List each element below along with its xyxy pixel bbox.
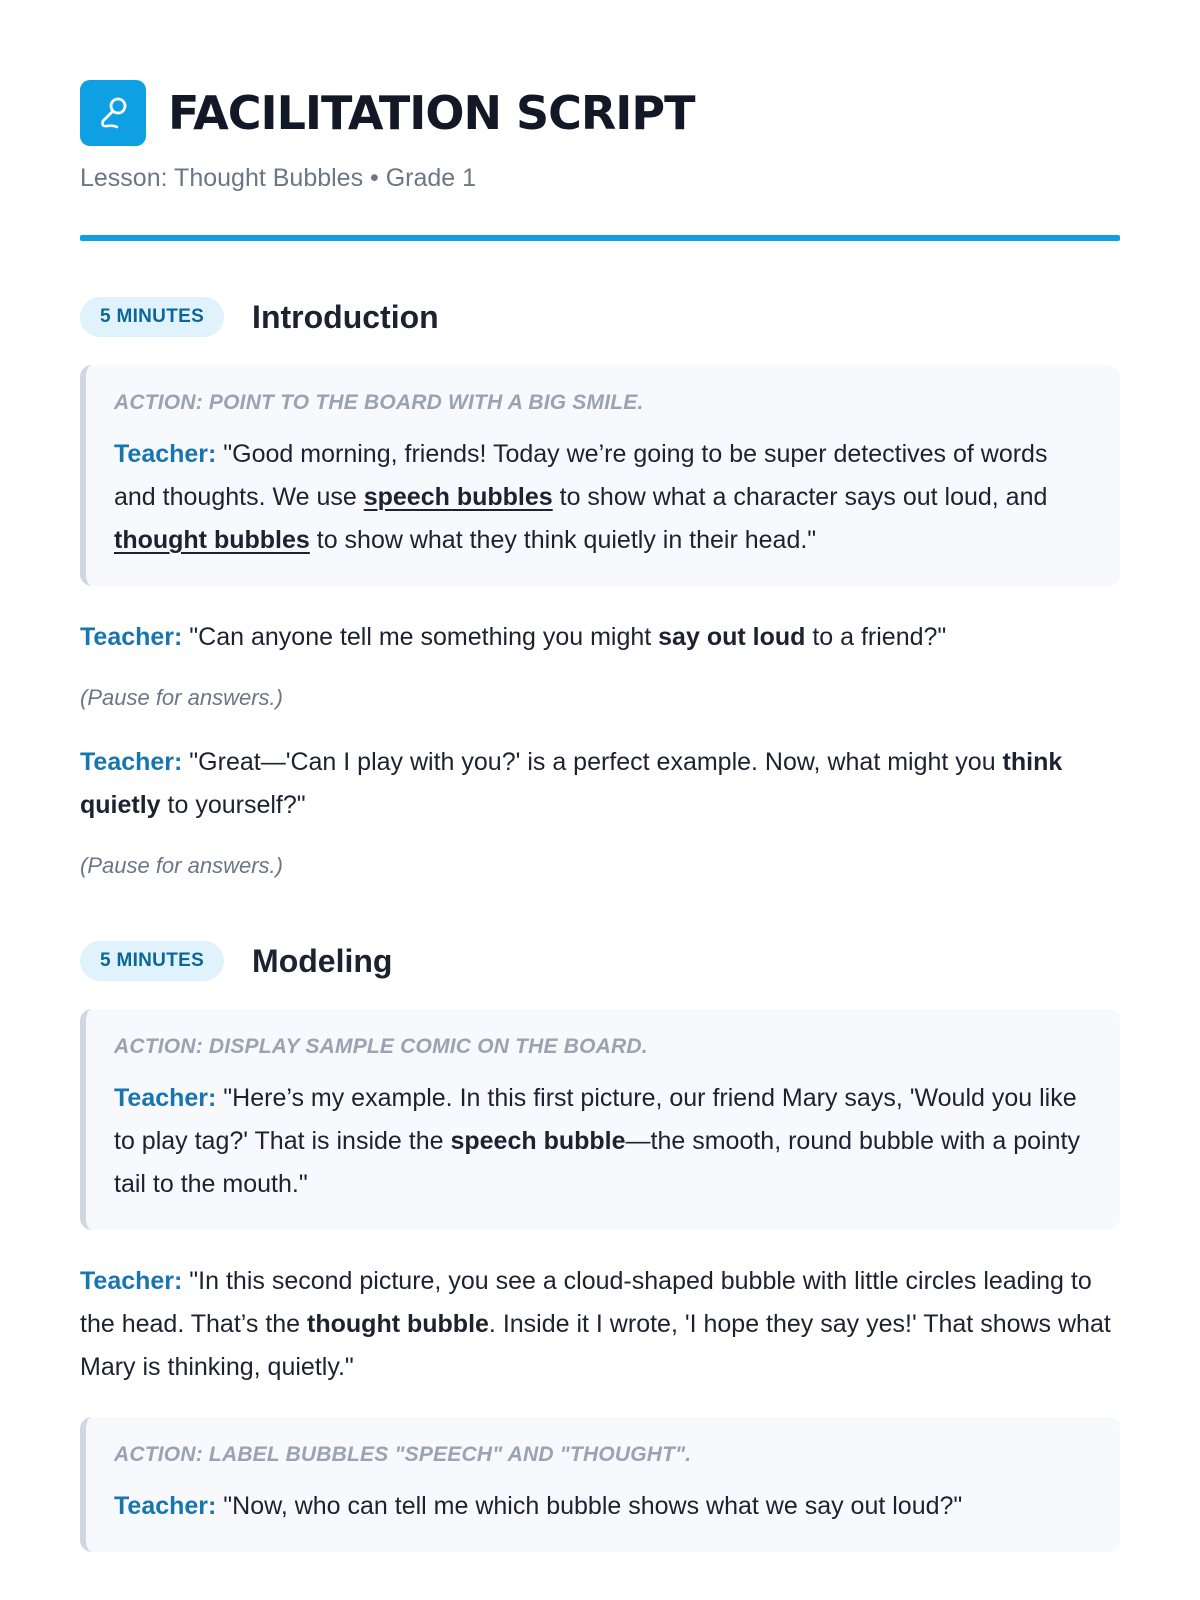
speaker-label: Teacher: <box>114 1492 217 1520</box>
key-term: thought bubbles <box>114 526 310 554</box>
line-text: "Now, who can tell me which bubble shows what we say out loud?" <box>216 1492 963 1520</box>
duration-badge: 5 MINUTES <box>80 941 224 981</box>
teacher-line <box>80 1260 1120 1389</box>
header-divider <box>80 235 1120 241</box>
speaker-label: Teacher: <box>80 1267 183 1295</box>
line-text: to show what a character says out loud, and <box>552 483 1048 511</box>
microphone-icon <box>80 80 146 146</box>
section-modeling-header <box>80 941 1120 981</box>
page-title: FACILITATION SCRIPT <box>168 86 695 140</box>
teacher-line <box>114 1485 1092 1528</box>
line-text: to yourself?" <box>160 791 306 819</box>
action-box <box>80 365 1120 586</box>
pause-note: (Pause for answers.) <box>80 853 283 878</box>
action-label: ACTION: DISPLAY SAMPLE COMIC ON THE BOARD. <box>114 1035 648 1058</box>
speaker-label: Teacher: <box>114 440 217 468</box>
teacher-line <box>114 433 1092 562</box>
teacher-line <box>80 616 1120 659</box>
action-box <box>80 1009 1120 1230</box>
key-term: thought bubble <box>307 1310 489 1338</box>
line-text: "In this second picture, you see a cloud-shaped bubble with little circles leading to the head. That’s the <box>80 1267 1092 1338</box>
duration-badge: 5 MINUTES <box>80 297 224 337</box>
key-phrase: say out loud <box>658 623 806 651</box>
line-text: "Great—'Can I play with you?' is a perfect example. Now, what might you <box>182 748 1003 776</box>
section-title: Introduction <box>252 298 439 335</box>
key-term: speech bubble <box>450 1127 626 1155</box>
line-text: "Good morning, friends! Today we’re going to be super detectives of words and thoughts. We use <box>114 440 1048 511</box>
line-text: "Here’s my example. In this first picture, our friend Mary says, 'Would you like to play tag?' That is inside the <box>114 1084 1077 1155</box>
key-term: speech bubbles <box>363 483 553 511</box>
key-phrase: think quietly <box>80 748 1063 819</box>
teacher-line <box>114 1077 1092 1206</box>
speaker-label: Teacher: <box>114 1084 217 1112</box>
header <box>80 80 1120 146</box>
lesson-subtitle: Lesson: Thought Bubbles • Grade 1 <box>80 164 477 192</box>
section-introduction-header <box>80 297 1120 337</box>
speaker-label: Teacher: <box>80 623 183 651</box>
line-text: to show what they think quietly in their head." <box>309 526 817 554</box>
section-title: Modeling <box>252 942 393 979</box>
line-text: to a friend?" <box>805 623 947 651</box>
action-label: ACTION: POINT TO THE BOARD WITH A BIG SMILE. <box>114 391 644 414</box>
pause-note: (Pause for answers.) <box>80 685 283 710</box>
teacher-line <box>80 741 1120 827</box>
line-text: . Inside it I wrote, 'I hope they say yes!' That shows what Mary is thinking, quietly." <box>80 1310 1111 1381</box>
speaker-label: Teacher: <box>80 748 183 776</box>
action-label: ACTION: LABEL BUBBLES "SPEECH" AND "THOUGHT". <box>114 1443 692 1466</box>
line-text: —the smooth, round bubble with a pointy tail to the mouth." <box>114 1127 1080 1198</box>
line-text: "Can anyone tell me something you might <box>182 623 659 651</box>
action-box <box>80 1417 1120 1552</box>
